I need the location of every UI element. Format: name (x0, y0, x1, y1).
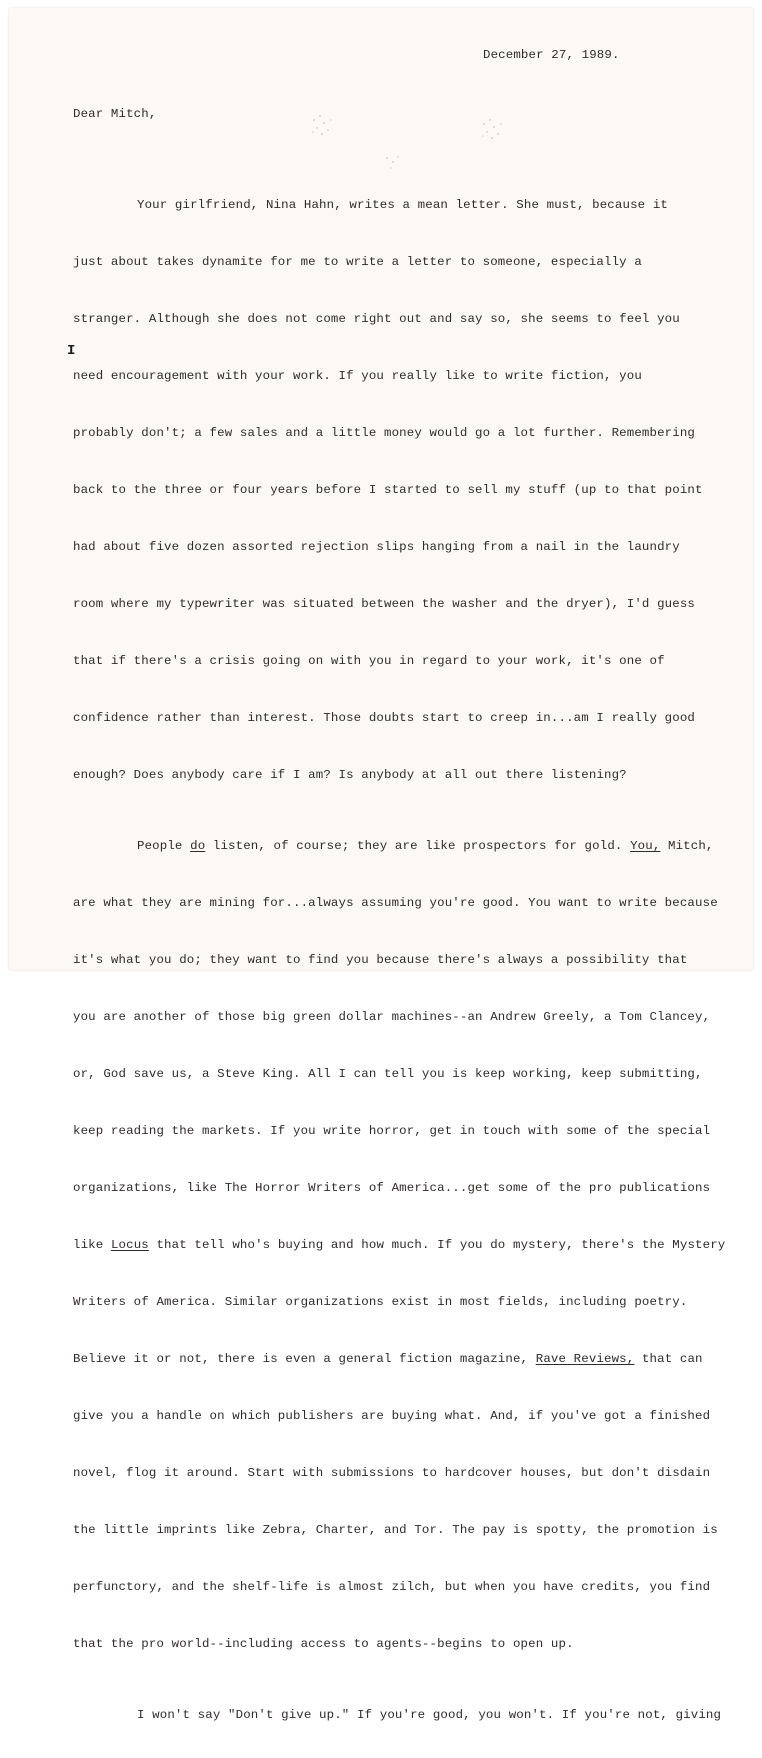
body-line: that if there's a crisis going on with you in regard to your work, it's one of (73, 654, 665, 668)
underlined-title-locus: Locus (110, 1238, 149, 1252)
body-line: it's what you do; they want to find you because there's always a possibility that (73, 953, 688, 967)
text-segment: that can (634, 1352, 703, 1366)
letter-date: December 27, 1989. (483, 48, 620, 62)
body-line: novel, flog it around. Start with submissions to hardcover houses, but don't disdain (73, 1466, 711, 1480)
handwritten-insert-mark: I (67, 343, 76, 359)
body-line: Your girlfriend, Nina Hahn, writes a mean letter. She must, because it (137, 198, 668, 212)
body-line: or, God save us, a Steve King. All I can tell you is keep working, keep submitting, (73, 1067, 703, 1081)
body-line: had about five dozen assorted rejection slips hanging from a nail in the laundry (73, 540, 680, 554)
text-segment: that tell who's buying and how much. If you do mystery, there's the Mystery (148, 1238, 726, 1252)
body-line: organizations, like The Horror Writers of America...get some of the pro publications (73, 1181, 711, 1195)
body-line: that the pro world--including access to agents--begins to open up. (73, 1637, 574, 1651)
letter-salutation: Dear Mitch, (73, 107, 157, 121)
body-line: you are another of those big green dollar machines--an Andrew Greely, a Tom Clancey, (73, 1010, 711, 1024)
body-line: give you a handle on which publishers are buying what. And, if you've got a finished (73, 1409, 711, 1423)
text-segment: People (137, 839, 191, 853)
body-line: enough? Does anybody care if I am? Is anybody at all out there listening? (73, 768, 627, 782)
paper-speckle-left (304, 108, 344, 148)
body-line (73, 832, 725, 861)
body-line: the little imprints like Zebra, Charter, and Tor. The pay is spotty, the promotion is (73, 1523, 718, 1537)
text-segment: like (73, 1238, 111, 1252)
body-line: back to the three or four years before I started to sell my stuff (up to that point (73, 483, 703, 497)
text-segment: Believe it or not, there is even a general fiction magazine, (73, 1352, 536, 1366)
body-line: I won't say "Don't give up." If you're good, you won't. If you're not, giving (137, 1708, 722, 1722)
body-line: Writers of America. Similar organizations exist in most fields, including poetry. (73, 1295, 688, 1309)
letter-body (73, 163, 725, 1758)
body-line: confidence rather than interest. Those doubts start to creep in...am I really good (73, 711, 696, 725)
underlined-word: You, (630, 839, 661, 853)
body-line (73, 1231, 725, 1260)
body-line: need encouragement with your work. If you really like to write fiction, you (73, 369, 642, 383)
body-line: keep reading the markets. If you write horror, get in touch with some of the special (73, 1124, 711, 1138)
text-segment: listen, of course; they are like prospectors for gold. (205, 839, 631, 853)
body-line (73, 1345, 725, 1374)
body-line: are what they are mining for...always assuming you're good. You want to write because (73, 896, 718, 910)
letter-page (9, 8, 753, 1722)
body-line: room where my typewriter was situated between the washer and the dryer), I'd guess (73, 597, 696, 611)
body-line: just about takes dynamite for me to write a letter to someone, especially a (73, 255, 642, 269)
underlined-word: do (190, 839, 206, 853)
text-segment: Mitch, (660, 839, 714, 853)
underlined-title-rave-reviews: Rave Reviews, (535, 1352, 635, 1366)
body-line: probably don't; a few sales and a little money would go a lot further. Remembering (73, 426, 696, 440)
body-line: perfunctory, and the shelf-life is almost zilch, but when you have credits, you find (73, 1580, 711, 1594)
body-line: stranger. Although she does not come right out and say so, she seems to feel you (73, 312, 680, 326)
paper-speckle-right (474, 112, 514, 152)
